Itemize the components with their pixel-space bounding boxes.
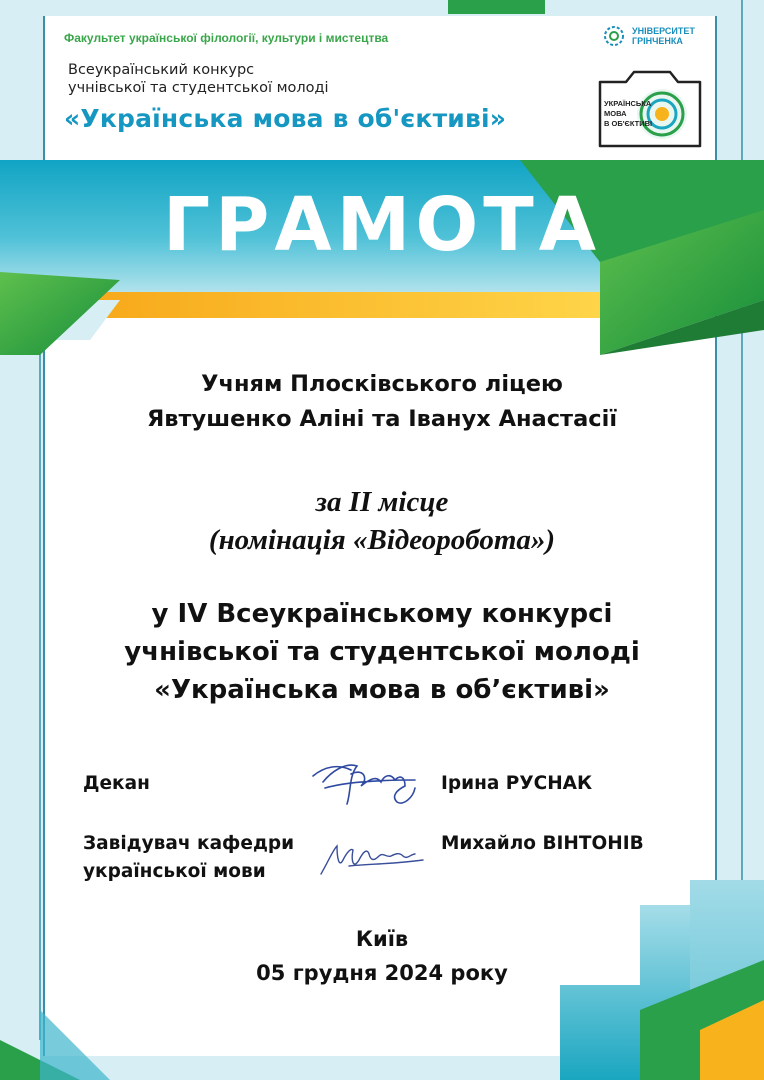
camera-logo-text <box>604 99 652 129</box>
footer-block <box>0 922 764 990</box>
contest-subtitle-line1: Всеукраїнський конкурс <box>68 62 255 78</box>
camera-logo-text-line2: МОВА <box>604 109 627 118</box>
faculty-name: Факультет української філології, культури і мистецтва <box>64 31 389 45</box>
event-line2: учнівської та студентської молоді <box>124 637 640 667</box>
university-name-line2: ГРІНЧЕНКА <box>632 36 683 46</box>
recipient-block <box>0 367 764 437</box>
university-name-line1: УНІВЕРСИТЕТ <box>632 26 695 36</box>
event-block <box>0 595 764 709</box>
city: Київ <box>355 927 409 951</box>
award-place: за ІІ місце <box>315 486 449 518</box>
camera-logo-text-line1: УКРАЇНСЬКА <box>604 99 652 108</box>
contest-title: «Українська мова в об'єктиві» <box>64 104 507 133</box>
signatory-position-head-line2: української мови <box>83 861 266 882</box>
university-logo <box>600 24 695 48</box>
signatory-name-head: Михайло ВІНТОНІВ <box>441 833 644 854</box>
contest-subtitle-line2: учнівської та студентської молоді <box>68 80 329 96</box>
recipient-line1: Учням Плосківського ліцею <box>201 371 563 397</box>
signatory-position-head-line1: Завідувач кафедри <box>83 833 295 854</box>
recipient-line2: Явтушенко Аліні та Іванух Анастасії <box>146 406 618 432</box>
camera-logo-text-line3: В ОБ'ЄКТИВІ <box>604 119 653 128</box>
certificate-title: ГРАМОТА <box>163 182 601 268</box>
award-nomination: (номінація «Відеоробота») <box>208 524 556 556</box>
dean-signature <box>305 752 425 812</box>
signatory-position-dean: Декан <box>83 773 150 794</box>
event-line1: у IV Всеукраїнському конкурсі <box>151 599 613 629</box>
event-line3: «Українська мова в об’єктиві» <box>154 675 610 705</box>
signatory-position-head <box>83 830 294 886</box>
head-signature <box>315 830 430 885</box>
date: 05 грудня 2024 року <box>256 961 508 985</box>
university-emblem-icon <box>600 24 628 48</box>
signatory-name-dean: Ірина РУСНАК <box>441 773 593 794</box>
award-block <box>0 483 764 559</box>
